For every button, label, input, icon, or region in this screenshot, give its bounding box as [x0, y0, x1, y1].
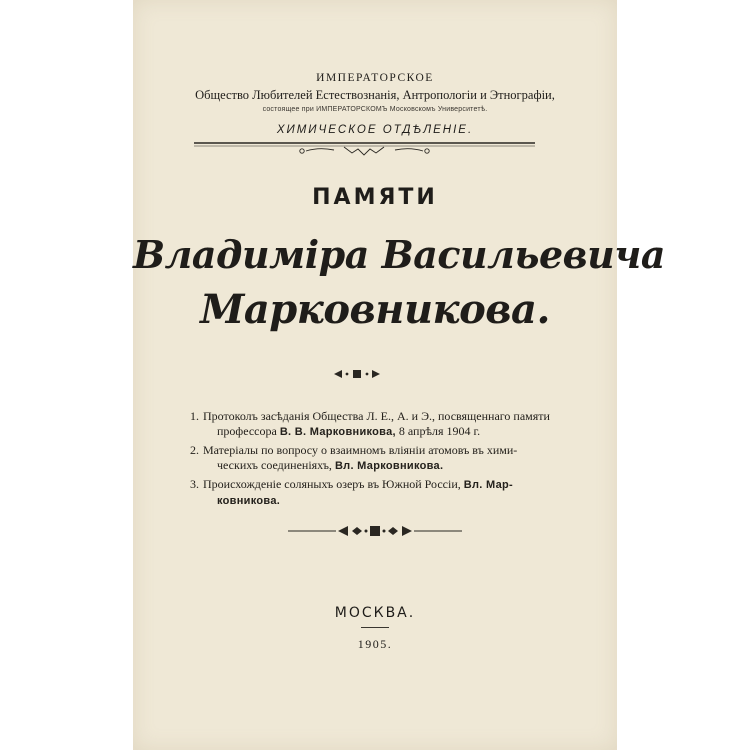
- contents-item-text: [203, 477, 565, 493]
- contents-item-2: [185, 443, 565, 474]
- contents-item-number: 1.: [190, 409, 199, 423]
- contents-item-date: 8 апрѣля 1904 г.: [395, 424, 481, 438]
- header-rule-ornament: [194, 141, 535, 161]
- contents-item-number: 2.: [190, 443, 199, 457]
- contents-item-text-cont: [203, 493, 565, 509]
- contents-item-text: ческихъ соединеніяхъ,: [217, 458, 335, 472]
- header-department: ХИМИЧЕСКОЕ ОТДѢЛЕНІЕ.: [276, 124, 474, 136]
- imprint-divider: [361, 627, 389, 628]
- contents-item-text: Протоколъ засѣданія Общества Л. Е., А. и Э., посвященнаго памяти: [203, 409, 550, 423]
- title-in-memory: ПАМЯТИ: [312, 185, 438, 210]
- title-page: [133, 0, 666, 750]
- header-university: состоящее при ИМПЕРАТОРСКОМЪ Московскомъ Университетѣ.: [262, 106, 488, 113]
- title-name-last: Марковникова.: [200, 286, 550, 333]
- header-imperial: ИМПЕРАТОРСКОЕ: [316, 72, 434, 84]
- contents-item-author: Вл. Марковникова.: [334, 460, 444, 472]
- contents-item-text-cont: [203, 424, 565, 440]
- contents-list: [185, 409, 565, 512]
- contents-item-text: профессора: [217, 424, 280, 438]
- contents-item-1: [185, 409, 565, 440]
- contents-item-author: В. В. Марковникова,: [279, 426, 396, 438]
- imprint-city: МОСКВА.: [334, 605, 416, 621]
- divider-ornament-small: [330, 367, 384, 381]
- contents-item-3: [185, 477, 565, 509]
- title-name-first: Владиміра Васильевича: [133, 232, 666, 277]
- header-society-name: Общество Любителей Естествознанія, Антропологіи и Этнографіи,: [195, 88, 555, 102]
- contents-item-text: Происхожденіе соляныхъ озеръ въ Южной Россіи,: [203, 477, 464, 491]
- divider-ornament-wide: [288, 523, 462, 539]
- contents-item-text-cont: [203, 458, 565, 474]
- contents-item-text: Матеріалы по вопросу о взаимномъ вліяніи атомовъ въ хими-: [203, 443, 518, 457]
- contents-item-author: Вл. Мар-: [463, 479, 514, 491]
- imprint-year: 1905.: [357, 637, 393, 651]
- contents-item-number: 3.: [190, 477, 199, 491]
- contents-item-author: ковникова.: [217, 495, 281, 507]
